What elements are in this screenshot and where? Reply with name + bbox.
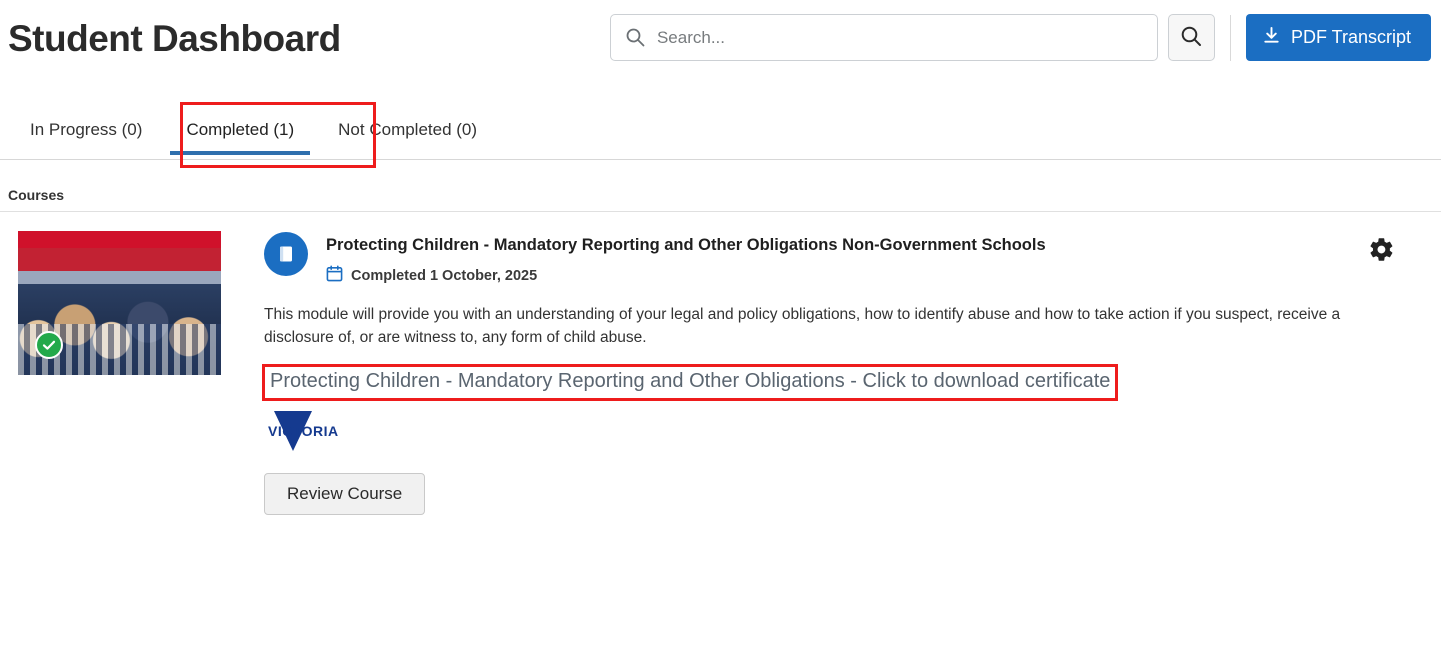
course-details [221,230,1433,515]
check-circle-icon [35,331,63,359]
download-certificate-link[interactable]: Protecting Children - Mandatory Reporting and Other Obligations - Click to download certificate [270,370,1111,393]
page-title: Student Dashboard [8,18,341,59]
search-icon [1180,25,1202,50]
certificate-link-wrapper [264,366,1116,399]
gear-icon[interactable] [1368,236,1395,266]
book-icon [264,232,308,276]
page-header [0,0,1441,78]
thumbnail-red-band [18,248,221,271]
courses-section-label: Courses [8,187,65,203]
download-icon [1262,26,1281,50]
course-list-item [0,212,1441,515]
tab-not-completed[interactable]: Not Completed (0) [338,120,478,139]
course-status [326,265,1046,286]
search-input[interactable] [610,14,1158,61]
course-description: This module will provide you with an understanding of your legal and policy obligations, how to identify abuse and how to take action if you suspect, receive a disclosure of, or are witness to, any form of child abuse. [264,306,1341,346]
header-divider [1230,15,1231,61]
header-actions [610,14,1431,61]
search-field-wrapper [610,14,1158,61]
course-header [264,230,1433,286]
victoria-logo-text: VICTORIA [268,423,339,440]
review-course-button[interactable]: Review Course [264,473,425,515]
thumbnail-image [18,248,221,375]
course-thumbnail [18,231,221,375]
tab-bar [0,108,1441,160]
pdf-transcript-button[interactable] [1246,14,1431,61]
course-status-label: Completed 1 October, 2025 [351,267,538,284]
tab-completed[interactable]: Completed (1) [164,108,316,154]
thumbnail-top-bar [18,231,221,248]
victoria-logo [268,411,354,451]
tab-in-progress[interactable]: In Progress (0) [30,120,143,139]
course-title: Protecting Children - Mandatory Reporting and Other Obligations Non-Government Schools [326,236,1046,254]
pdf-transcript-label: PDF Transcript [1290,27,1411,47]
calendar-icon [326,265,343,286]
search-button[interactable] [1168,14,1215,61]
